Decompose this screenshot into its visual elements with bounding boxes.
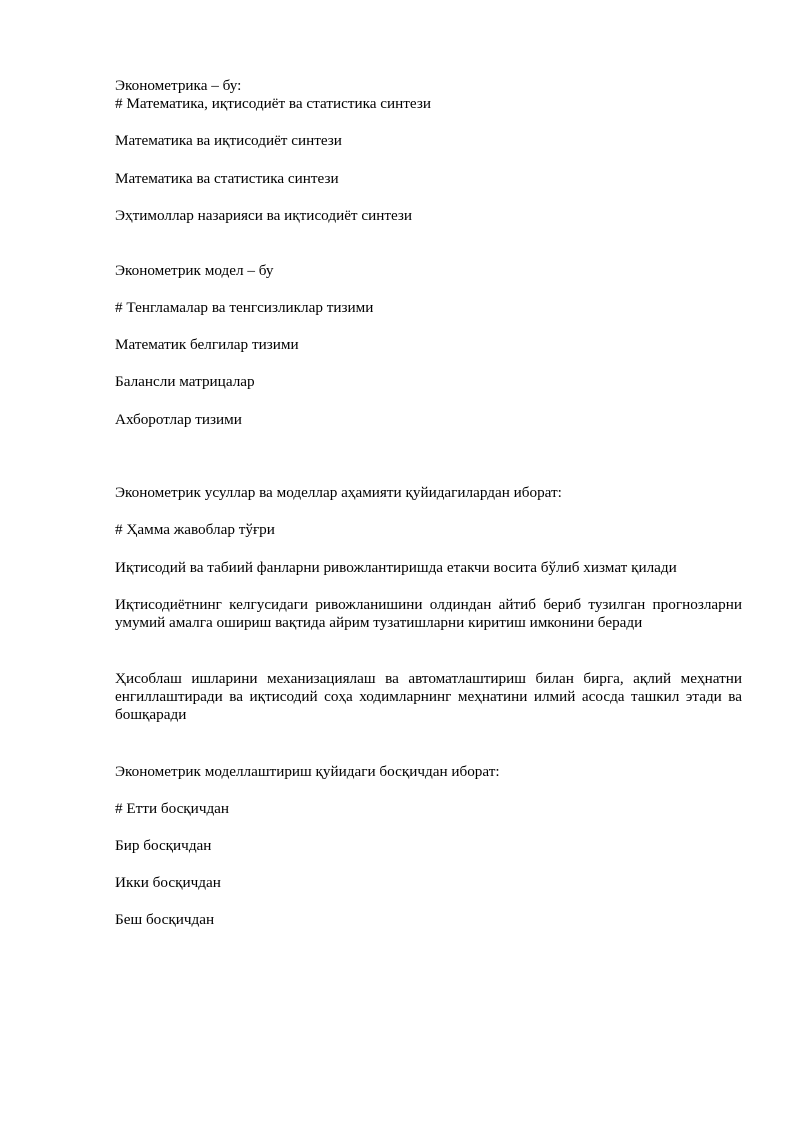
question-4-option-2: Бир босқичдан bbox=[115, 837, 212, 854]
question-4-option-4: Беш босқичдан bbox=[115, 911, 215, 928]
question-4-option-3: Икки босқичдан bbox=[115, 874, 221, 891]
question-3-option-4: Ҳисоблаш ишларини механизациялаш ва автоматлаштириш билан бирга, ақлий меҳнатни енгиллаштиради ва иқтисодий соҳа ходимларнинг меҳнатини илмий асосда ташкил этади ва бошқаради bbox=[115, 670, 742, 723]
question-2-option-3: Балансли матрицалар bbox=[115, 373, 255, 390]
question-3-option-1: # Ҳамма жавоблар тўғри bbox=[115, 521, 275, 538]
question-1-option-1: # Математика, иқтисодиёт ва статистика синтези bbox=[115, 95, 431, 112]
question-1-option-3: Математика ва статистика синтези bbox=[115, 170, 339, 187]
question-2-option-2: Математик белгилар тизими bbox=[115, 336, 299, 353]
question-2-option-1: # Тенгламалар ва тенгсизликлар тизими bbox=[115, 299, 374, 316]
question-1-text: Эконометрика – бу: bbox=[115, 77, 242, 94]
question-2-option-4: Ахборотлар тизими bbox=[115, 411, 242, 428]
question-4-text: Эконометрик моделлаштириш қуйидаги босқичдан иборат: bbox=[115, 763, 500, 780]
question-4-option-1: # Етти босқичдан bbox=[115, 800, 230, 817]
question-1-option-4: Эҳтимоллар назарияси ва иқтисодиёт синтези bbox=[115, 207, 413, 224]
question-2-text: Эконометрик модел – бу bbox=[115, 262, 274, 279]
question-3-text: Эконометрик усуллар ва моделлар аҳамияти қуйидагилардан иборат: bbox=[115, 484, 562, 501]
question-1-option-2: Математика ва иқтисодиёт синтези bbox=[115, 132, 342, 149]
question-3-option-2: Иқтисодий ва табиий фанларни ривожлантиришда етакчи восита бўлиб хизмат қилади bbox=[115, 559, 677, 576]
question-3-option-3: Иқтисодиётнинг келгусидаги ривожланишини олдиндан айтиб бериб тузилган прогнозларни умумий амалга ошириш вақтида айрим тузатишларни киритиш имконини беради bbox=[115, 596, 742, 631]
